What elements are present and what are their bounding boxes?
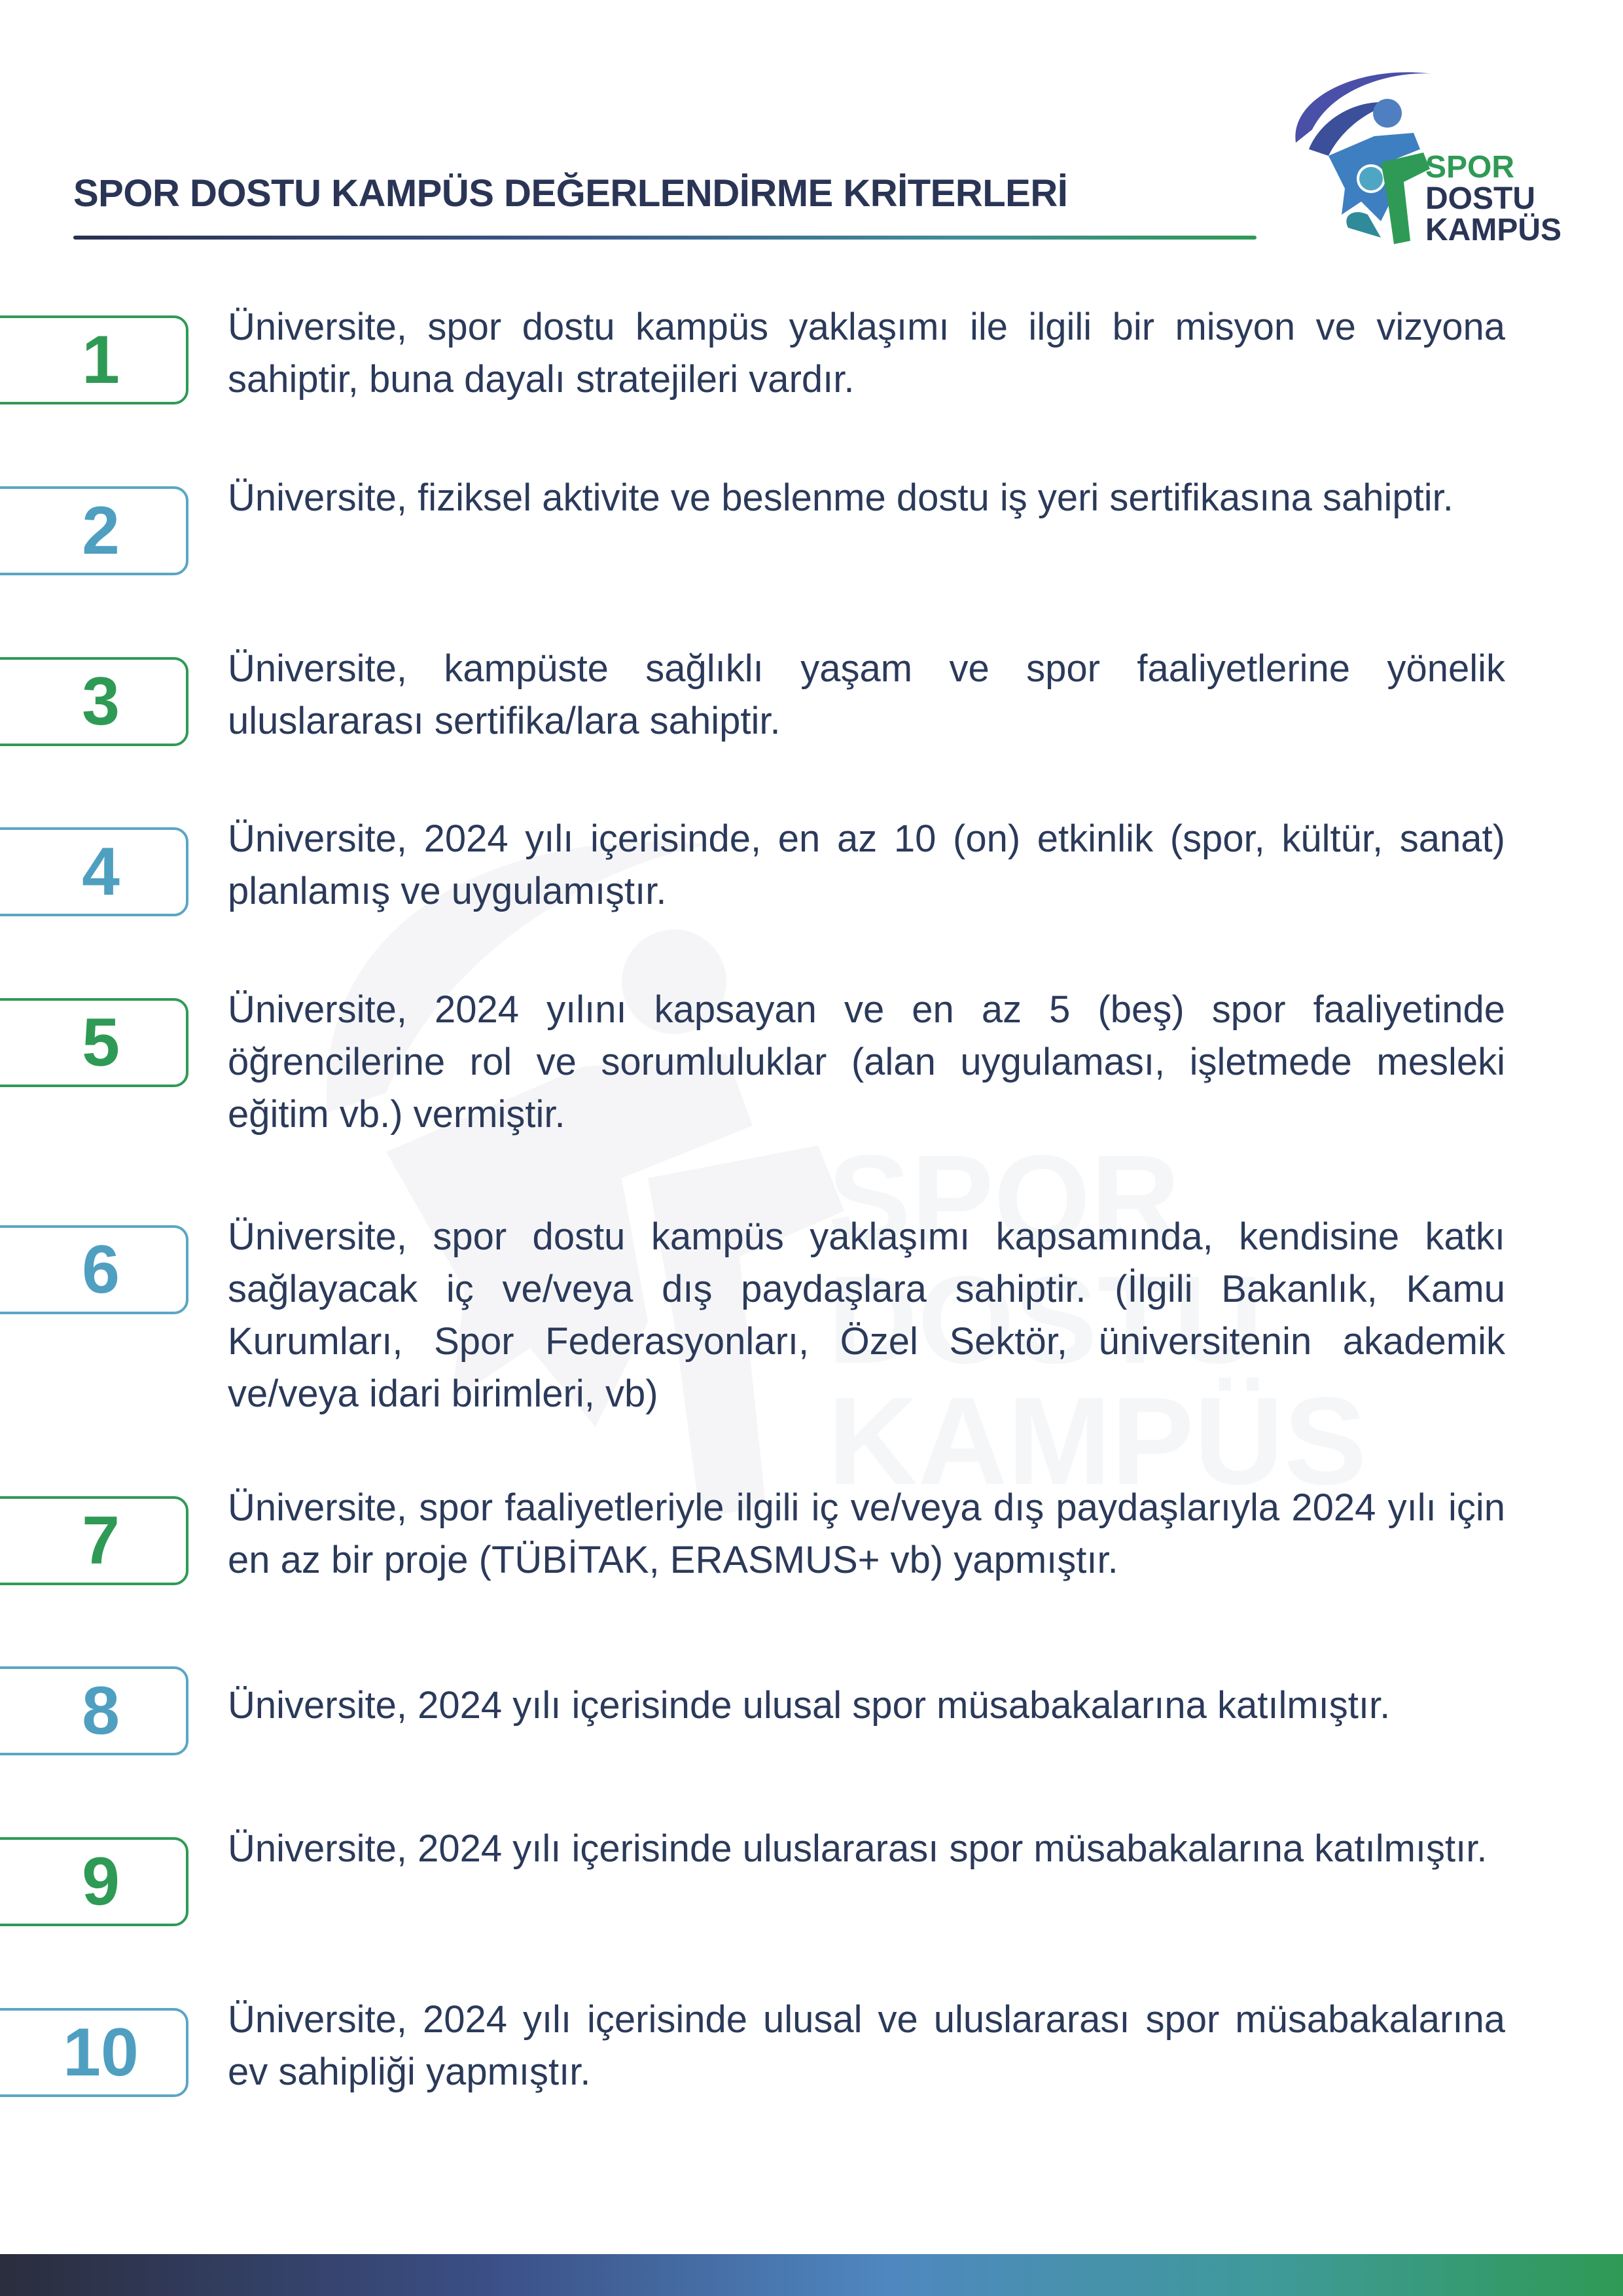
footer-gradient-bar — [0, 2254, 1623, 2296]
criterion-number-box — [0, 998, 188, 1087]
criterion-number: 2 — [82, 492, 120, 569]
criterion-number: 7 — [82, 1502, 120, 1579]
criterion-number-box — [0, 486, 188, 575]
criterion-number: 10 — [63, 2014, 139, 2090]
criterion-text: Üniversite, spor dostu kampüs yaklaşımı kapsamında, kendisine katkı sağlayacak iç ve/veya dış paydaşlara sahiptir. (İlgili Bakanlık, Kamu Kurumları, Spor Federasyonları, Özel Sektör, üniversitenin akademik ve/veya idari birimleri, vb) — [228, 1215, 1505, 1415]
criterion-text: Üniversite, 2024 yılı içerisinde ulusal ve uluslararası spor müsabakalarına ev sahipliği yapmıştır. — [228, 1998, 1505, 2093]
criterion-text: Üniversite, spor faaliyetleriyle ilgili iç ve/veya dış paydaşlarıyla 2024 yılı için en az bir proje (TÜBİTAK, ERASMUS+ vb) yapmıştır. — [228, 1486, 1505, 1581]
criterion-text: Üniversite, 2024 yılını kapsayan ve en az 5 (beş) spor faaliyetinde öğrencilerine rol ve sorumluluklar (alan uygulaması, işletmede mesleki eğitim vb.) vermiştir. — [228, 988, 1505, 1136]
criterion-number-box — [0, 657, 188, 746]
criterion-text: Üniversite, spor dostu kampüs yaklaşımı ile ilgili bir misyon ve vizyona sahiptir, buna dayalı stratejileri vardır. — [228, 306, 1505, 401]
logo-line-1: SPOR — [1425, 150, 1515, 185]
criterion-text: Üniversite, 2024 yılı içerisinde, en az 10 (on) etkinlik (spor, kültür, sanat) planlamış ve uygulamıştır. — [228, 817, 1505, 912]
criterion-number-box — [0, 1496, 188, 1585]
criterion-number: 1 — [82, 321, 120, 398]
criterion-number: 8 — [82, 1672, 120, 1749]
criterion-text: Üniversite, fiziksel aktivite ve beslenme dostu iş yeri sertifikasına sahiptir. — [228, 476, 1454, 519]
criterion-text: Üniversite, 2024 yılı içerisinde uluslararası spor müsabakalarına katılmıştır. — [228, 1827, 1488, 1870]
criterion-number-box — [0, 2008, 188, 2097]
criterion-number-box — [0, 1666, 188, 1755]
title-underline — [73, 236, 1257, 240]
criterion-number: 4 — [82, 833, 120, 910]
logo-line-2: DOSTU — [1425, 181, 1535, 216]
criterion-number-box — [0, 1837, 188, 1926]
criterion-number: 5 — [82, 1004, 120, 1081]
criterion-number: 6 — [82, 1231, 120, 1308]
criterion-text: Üniversite, kampüste sağlıklı yaşam ve spor faaliyetlerine yönelik uluslararası sertifika/lara sahiptir. — [228, 647, 1505, 742]
logo-line-3: KAMPÜS — [1425, 213, 1562, 247]
page-title: SPOR DOSTU KAMPÜS DEĞERLENDİRME KRİTERLERİ — [73, 172, 1068, 215]
criterion-number-box — [0, 1225, 188, 1314]
criterion-number-box — [0, 315, 188, 404]
criterion-number: 3 — [82, 663, 120, 740]
criterion-number-box — [0, 827, 188, 916]
logo-wordmark — [1425, 152, 1561, 246]
criterion-text: Üniversite, 2024 yılı içerisinde ulusal spor müsabakalarına katılmıştır. — [228, 1684, 1391, 1727]
criterion-number: 9 — [82, 1843, 120, 1920]
